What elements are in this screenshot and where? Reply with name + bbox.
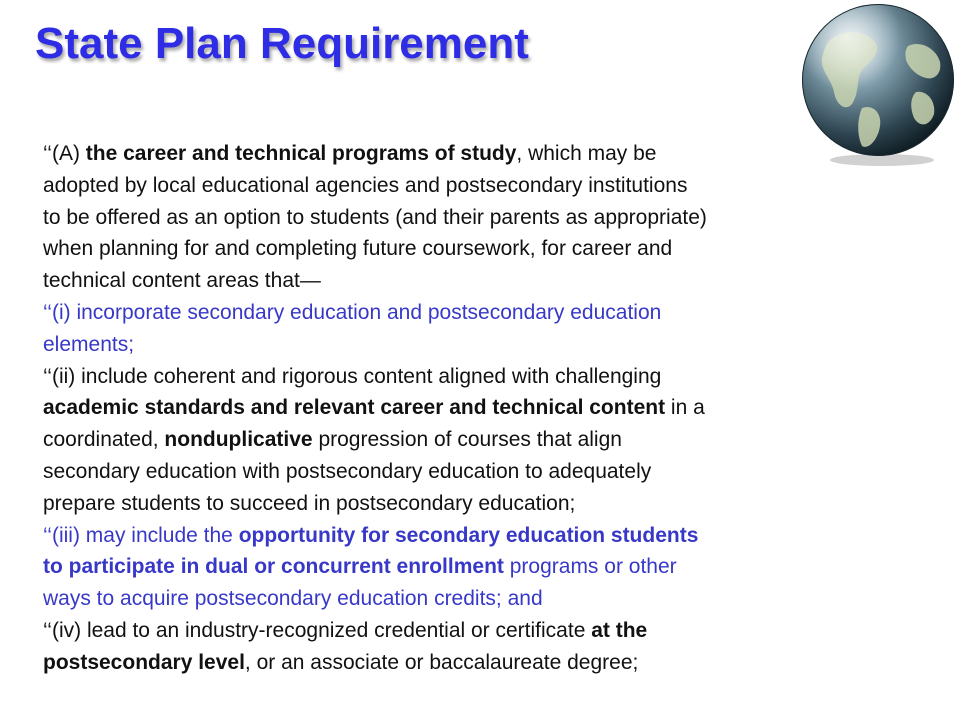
slide-title: State Plan Requirement bbox=[35, 19, 529, 68]
item-iv-line-2: postsecondary level, or an associate or baccalaureate degree; bbox=[43, 650, 639, 674]
item-ii-line-5: prepare students to succeed in postsecondary education; bbox=[43, 491, 576, 515]
item-ii-line-4: secondary education with postsecondary education to adequately bbox=[43, 459, 652, 483]
paragraph-a-line-2: adopted by local educational agencies and postsecondary institutions bbox=[43, 173, 688, 197]
item-ii-line-2: academic standards and relevant career and technical content in a bbox=[43, 396, 705, 420]
item-iii-line-1: ‘‘(iii) may include the opportunity for secondary education students bbox=[43, 523, 699, 547]
item-ii-line-3: coordinated, nonduplicative progression of courses that align bbox=[43, 428, 622, 452]
paragraph-a-line-5: technical content areas that— bbox=[43, 269, 321, 293]
item-i-line-1: ‘‘(i) incorporate secondary education and postsecondary education bbox=[43, 300, 662, 324]
paragraph-a-line-1: ‘‘(A) the career and technical programs of study, which may be bbox=[43, 142, 657, 165]
paragraph-a-line-4: when planning for and completing future coursework, for career and bbox=[43, 237, 673, 261]
paragraph-a-line-3: to be offered as an option to students (and their parents as appropriate) bbox=[43, 205, 707, 229]
item-iii-line-3: ways to acquire postsecondary education credits; and bbox=[43, 587, 543, 611]
item-iv-line-1: ‘‘(iv) lead to an industry-recognized credential or certificate at the bbox=[43, 618, 648, 642]
item-iii-line-2: to participate in dual or concurrent enrollment programs or other bbox=[43, 555, 677, 579]
item-i-line-2: elements; bbox=[43, 332, 135, 356]
item-ii-line-1: ‘‘(ii) include coherent and rigorous content aligned with challenging bbox=[43, 364, 662, 388]
requirement-text bbox=[43, 138, 843, 679]
